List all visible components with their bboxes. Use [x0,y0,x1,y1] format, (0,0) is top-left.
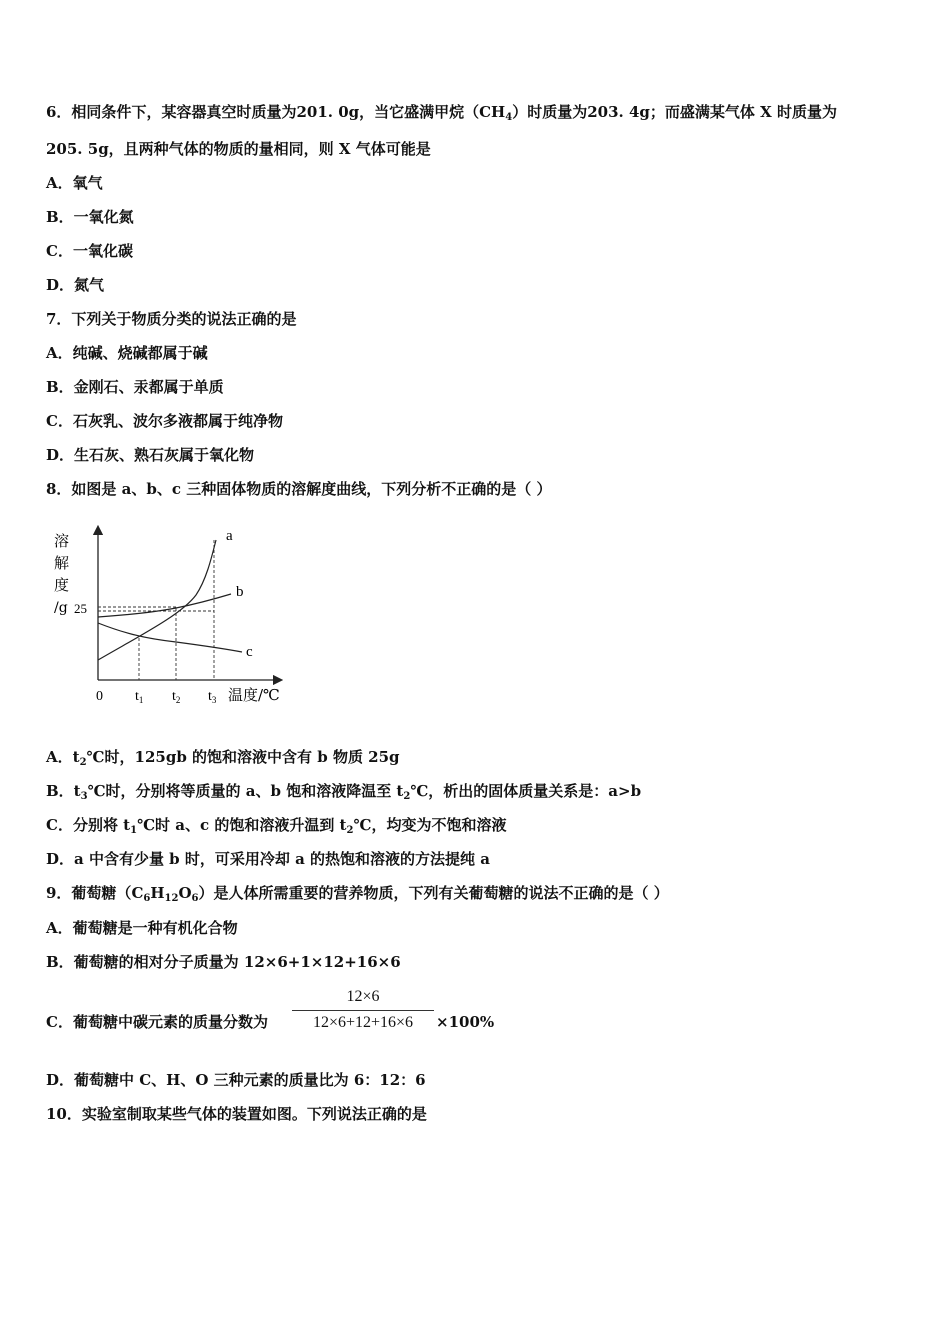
q9-fraction-numerator: 12×6 [292,988,434,1011]
y-tick-25: 25 [74,601,87,616]
q7-option-a: A．纯碱、烧碱都属于碱 [46,344,208,362]
q9-option-c-prefix: C．葡萄糖中碳元素的质量分数为 [46,1013,268,1031]
q9-o: O [178,884,192,902]
q9-stem-text-1: 9．葡萄糖（C [46,884,144,902]
curve-a-label: a [226,528,233,544]
solubility-curve-graph [46,520,296,710]
q9-sub-h: 12 [164,893,179,904]
q6-text-b: ）时质量为203. 4g；而盛满某气体 X 时质量为 [512,103,837,121]
q6-stem-line1 [46,102,837,128]
q8-c-sub-2: 2 [346,825,354,836]
q6-option-d: D．氮气 [46,276,105,294]
q7-stem: 7．下列关于物质分类的说法正确的是 [46,310,297,328]
curve-b [98,594,231,617]
x-origin: 0 [96,689,103,704]
q9-option-b: B．葡萄糖的相对分子质量为 12×6+1×12+16×6 [46,953,401,971]
q9-sub-c: 6 [143,893,151,904]
q10-stem: 10．实验室制取某些气体的装置如图。下列说法正确的是 [46,1105,427,1123]
q9-option-d: D．葡萄糖中 C、H、O 三种元素的质量比为 6：12：6 [46,1071,426,1089]
q9-h: H [150,884,165,902]
x-tick-t1-sub: 1 [138,695,144,705]
x-tick-t3 [208,689,217,705]
q9-fraction [292,988,434,1032]
q6-subscript: 4 [505,112,513,123]
q8-b-text-3: ℃，析出的固体质量关系是：a>b [410,782,642,800]
q9-stem-text-2: ）是人体所需重要的营养物质，下列有关葡萄糖的说法不正确的是（ ） [198,884,669,902]
q8-option-d: D．a 中含有少量 b 时，可采用冷却 a 的热饱和溶液的方法提纯 a [46,850,490,868]
q8-option-b [46,781,641,807]
q6-text-a: 6．相同条件下，某容器真空时质量为201. 0g，当它盛满甲烷（CH [46,103,506,121]
q9-fraction-denominator: 12×6+12+16×6 [312,1014,414,1031]
q7-option-c: C．石灰乳、波尔多液都属于纯净物 [46,412,283,430]
q6-option-a: A．氧气 [46,174,103,192]
q8-b-text-2: ℃时，分别将等质量的 a、b 饱和溶液降温至 t [87,782,404,800]
q9-stem [46,883,669,909]
q8-a-text-1: A．t [46,748,80,766]
q8-option-c [46,815,506,841]
q7-option-b: B．金刚石、汞都属于单质 [46,378,224,396]
q8-stem: 8．如图是 a、b、c 三种固体物质的溶解度曲线，下列分析不正确的是（ ） [46,480,552,498]
q8-c-text-3: ℃，均变为不饱和溶液 [353,816,507,834]
q6-stem-line2: 205. 5g，且两种气体的物质的量相同，则 X 气体可能是 [46,140,431,158]
q8-c-text-1: C．分别将 t [46,816,131,834]
y-label-unit: /g [54,600,68,616]
x-tick-t3-sub: 3 [211,695,217,705]
q7-option-d: D．生石灰、熟石灰属于氧化物 [46,446,255,464]
q8-a-text-2: ℃时，125gb 的饱和溶液中含有 b 物质 25g [86,748,400,766]
curve-a [98,540,216,660]
q9-sub-o: 6 [191,893,199,904]
q9-option-c-suffix: ×100% [436,1013,495,1031]
x-tick-t1 [135,689,143,705]
x-tick-t2 [172,689,180,705]
curve-c-label: c [246,644,253,660]
q6-option-b: B．一氧化氮 [46,208,134,226]
q9-option-a: A．葡萄糖是一种有机化合物 [46,919,238,937]
y-label-char-1: 溶 [54,532,70,550]
q8-b-sub-1: 3 [80,791,88,802]
curve-b-label: b [236,584,244,600]
q8-b-text-1: B．t [46,782,81,800]
q8-c-text-2: ℃时 a、c 的饱和溶液升温到 t [137,816,347,834]
y-label-char-2: 解 [54,554,70,572]
y-label-char-3: 度 [54,576,70,594]
q8-b-sub-2: 2 [403,791,411,802]
x-tick-t2-sub: 2 [175,695,181,705]
x-tick-t2-letter: t [172,689,176,704]
x-tick-t1-letter: t [135,689,139,704]
x-axis-label: 温度/℃ [228,686,280,704]
q8-c-sub-1: 1 [130,825,138,836]
q8-a-sub: 2 [79,757,87,768]
q6-option-c: C．一氧化碳 [46,242,133,260]
x-tick-t3-letter: t [208,689,212,704]
q8-option-a [46,747,400,773]
